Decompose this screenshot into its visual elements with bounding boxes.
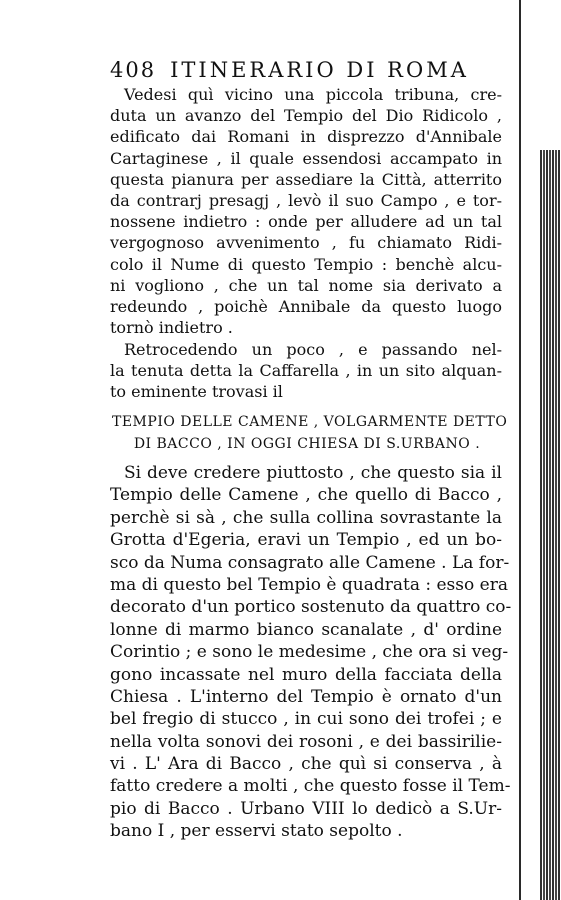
- text-line: Cartaginese , il quale essendosi accampato in: [110, 148, 502, 168]
- text-line: fatto credere a molti , che questo fosse il Tem-: [110, 776, 511, 797]
- text-line: lonne di marmo bianco scanalate , d' ordine: [110, 619, 502, 640]
- text-line: redeundo , poichè Annibale da questo luogo: [110, 296, 502, 316]
- text-line: Corintio ; e sono le medesime , che ora si veg-: [110, 642, 509, 663]
- text-line: edificato dai Romani in disprezzo d'Annibale: [110, 127, 502, 147]
- text-line: questa pianura per assediare la Città, atterrito: [110, 169, 502, 189]
- text-line: to eminente trovasi il: [110, 382, 283, 402]
- text-line: Si deve credere piuttosto , che questo sia il: [124, 463, 502, 483]
- text-line: la tenuta detta la Caffarella , in un sito alquan-: [110, 361, 502, 381]
- heading-line: DI BACCO , IN OGGI CHIESA DI S.URBANO .: [133, 436, 481, 452]
- text-line: pio di Bacco . Urbano VIII lo dedicò a S.Ur-: [110, 798, 502, 819]
- text-line: vergognoso avvenimento , fu chiamato Ridi-: [110, 233, 502, 253]
- text-line: bano I , per esservi stato sepolto .: [110, 821, 403, 842]
- page-header: [110, 58, 510, 86]
- text-line: tornò indietro .: [110, 318, 233, 338]
- text-line: Chiesa . L'interno del Tempio è ornato d'un: [110, 686, 502, 707]
- page-number: 408: [110, 58, 157, 82]
- text-line: Vedesi quì vicino una piccola tribuna, cre-: [124, 85, 502, 104]
- text-line: Grotta d'Egeria, eravi un Tempio , ed un bo-: [110, 530, 502, 551]
- text-line: ni vogliono , che un tal nome sia derivato a: [110, 275, 502, 295]
- text-line: sco da Numa consagrato alle Camene . La for-: [110, 552, 510, 573]
- section-heading: [112, 412, 508, 456]
- text-line: vi . L' Ara di Bacco , che quì si conserva , à: [110, 754, 502, 775]
- text-line: duta un avanzo del Tempio del Dio Ridicolo ,: [110, 106, 502, 126]
- paragraph-2: [110, 339, 502, 403]
- paragraph-1: [110, 84, 502, 338]
- text-line: gono incassate nel muro della facciata della: [110, 664, 502, 685]
- text-line: Tempio delle Camene , che quello di Bacco ,: [110, 485, 502, 506]
- text-line: bel fregio di stucco , in cui sono dei trofei ; e: [110, 709, 502, 730]
- text-line: decorato d'un portico sostenuto da quattro co-: [110, 597, 512, 618]
- text-line: colo il Nume di questo Tempio : benchè alcu-: [110, 254, 502, 274]
- page-stack-edge: [540, 150, 561, 900]
- paragraph-3: [110, 462, 512, 843]
- heading-line: TEMPIO DELLE CAMENE , VOLGARMENTE DETTO: [112, 414, 508, 430]
- text-line: ma di questo bel Tempio è quadrata : esso era: [110, 574, 508, 595]
- text-line: Retrocedendo un poco , e passando nel-: [124, 340, 502, 359]
- text-line: nossene indietro : onde per alludere ad un tal: [110, 212, 502, 232]
- text-line: da contrarj presagj , levò il suo Campo , e tor-: [110, 190, 502, 210]
- text-line: nella volta sonovi dei rosoni , e dei bassirilie-: [110, 731, 502, 752]
- text-line: perchè si sà , che sulla collina sovrastante la: [110, 507, 502, 528]
- binding-edge-line: [519, 0, 521, 900]
- running-title: ITINERARIO DI ROMA: [170, 58, 469, 82]
